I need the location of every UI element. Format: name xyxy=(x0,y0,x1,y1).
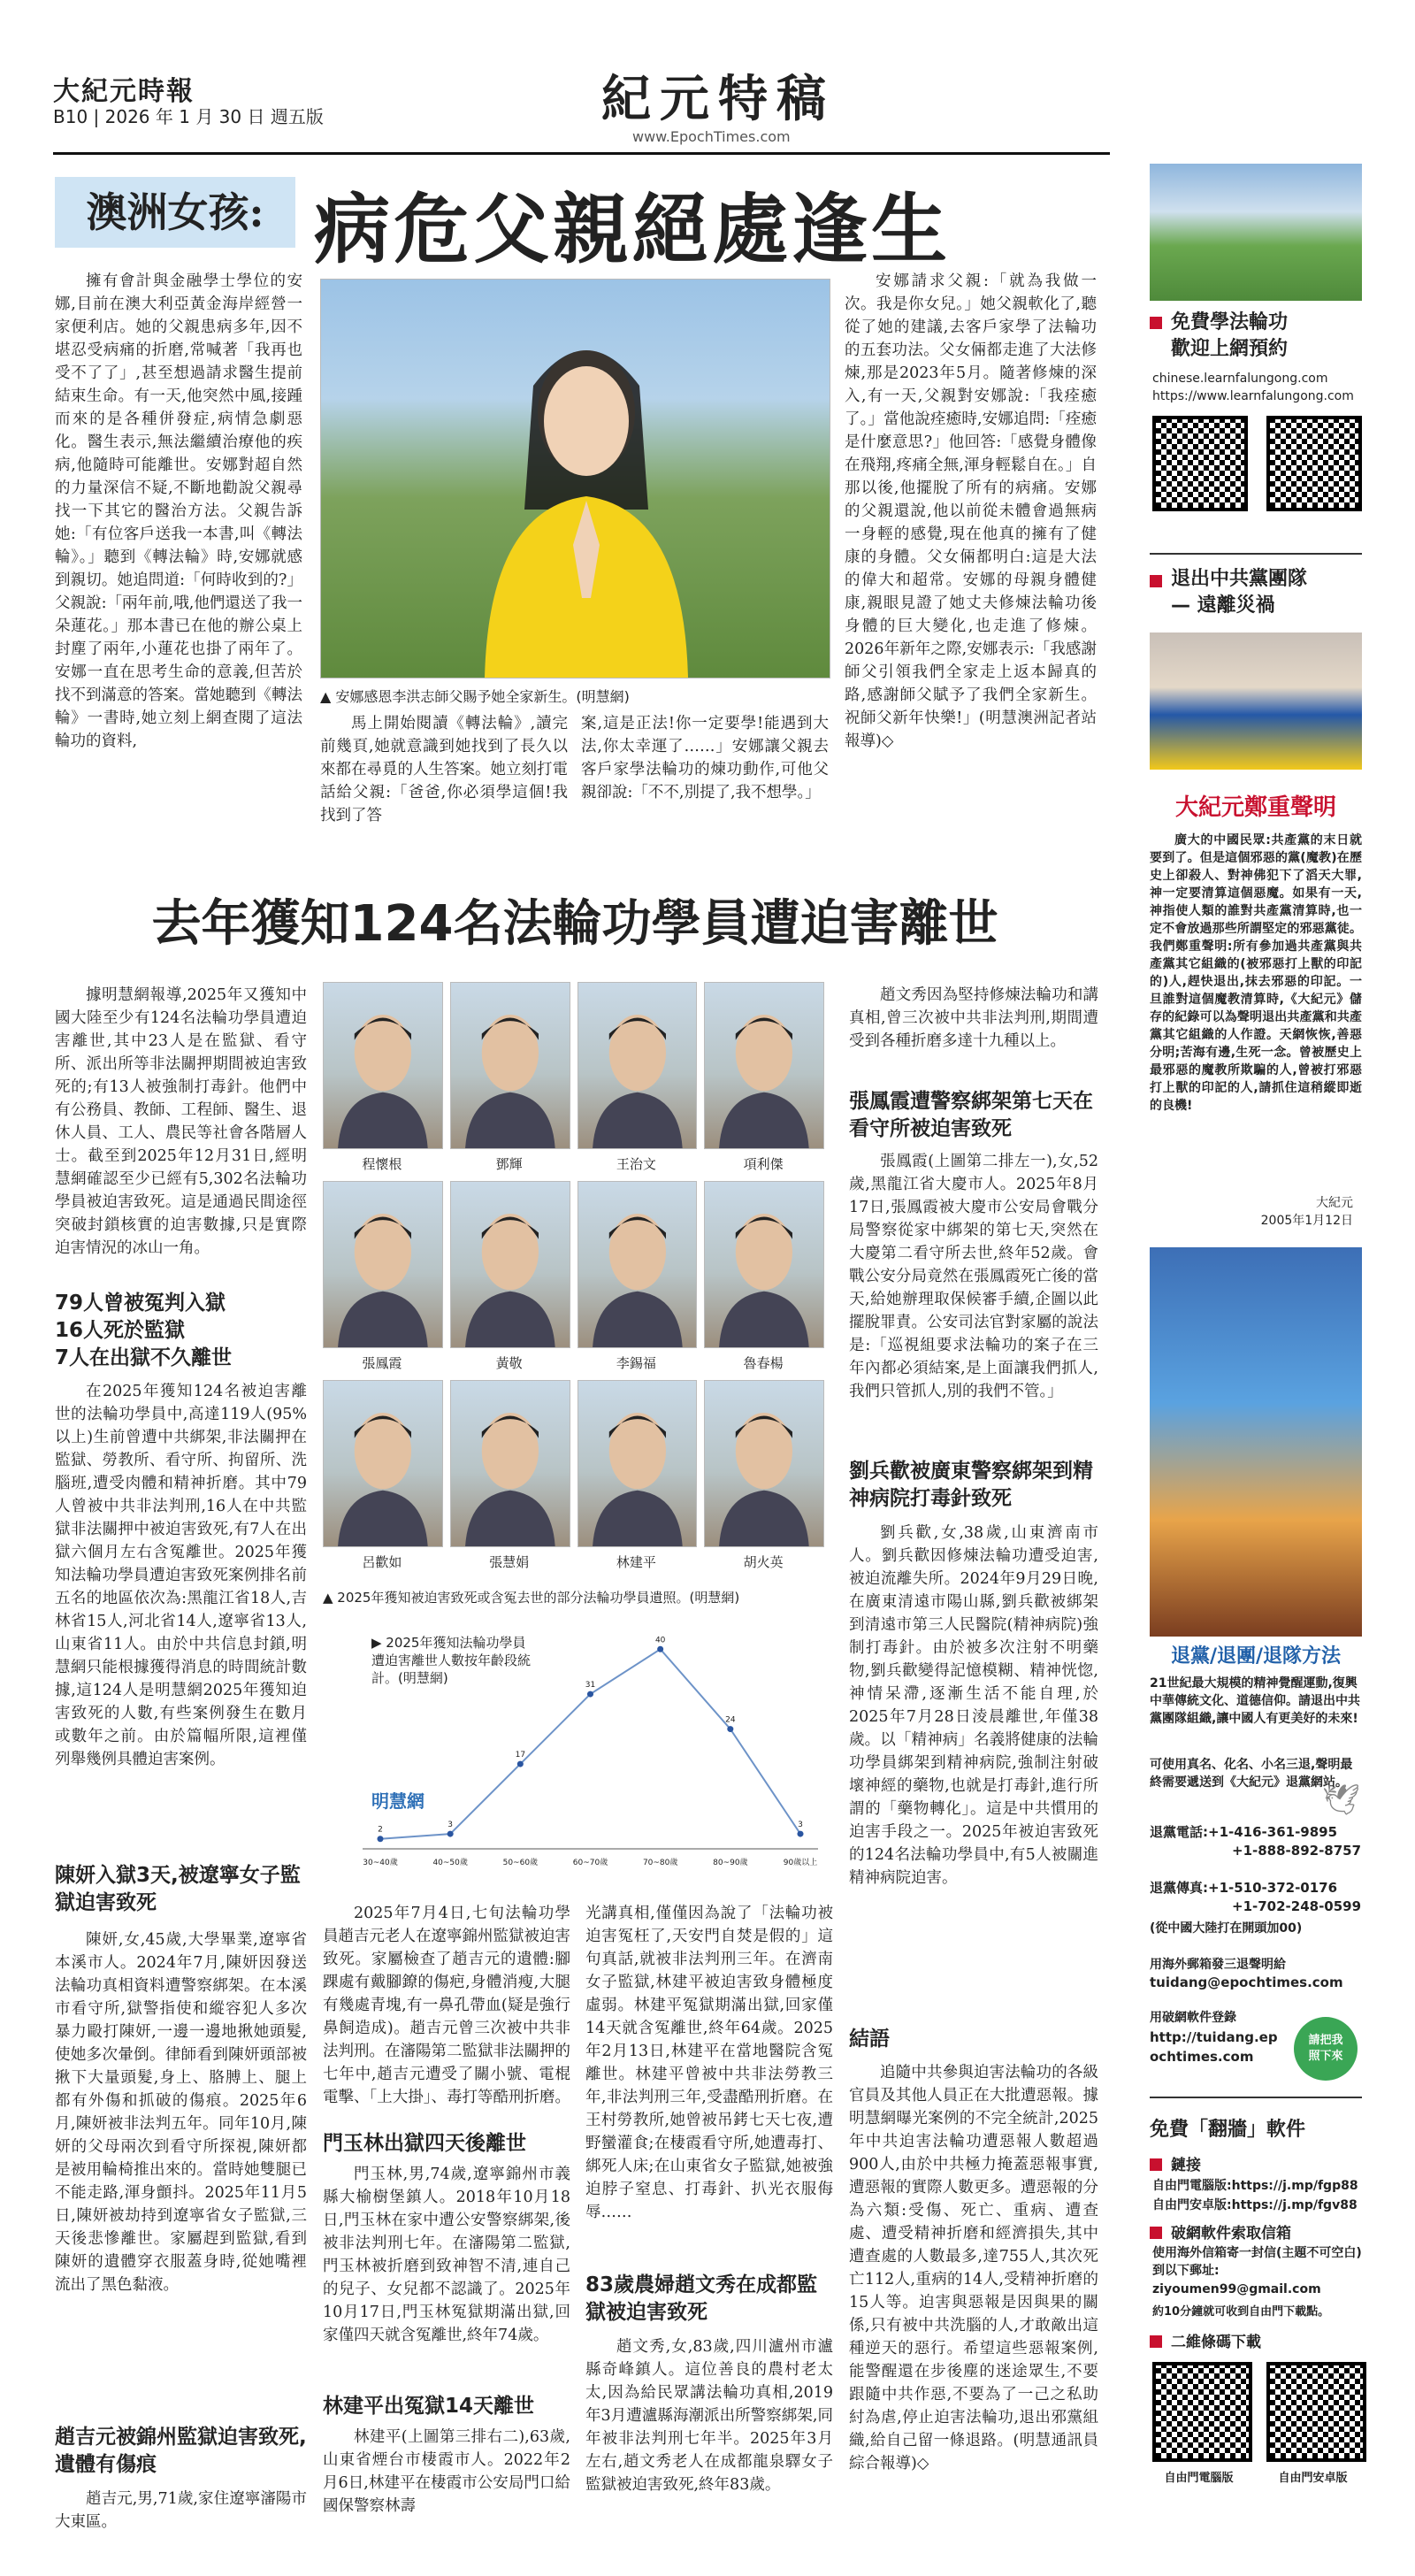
phone-line-1: 退黨電話:+1-416-361-9895 xyxy=(1150,1824,1338,1840)
bullet-icon xyxy=(1150,2335,1162,2348)
data-label: 2 xyxy=(378,1825,383,1835)
link-android[interactable]: 自由門安卓版:https://j.mp/fgv88 xyxy=(1152,2198,1358,2212)
data-point xyxy=(798,1831,804,1837)
sidebar-photo-parade xyxy=(1150,632,1362,770)
chart-watermark: 明慧網 xyxy=(371,1790,424,1812)
article2-body2: 陳妍,女,45歲,大學畢業,遼寧省本溪市人。2024年7月,陳妍因發送法輪功真相資料遭警察綁架。在本溪市看守所,獄警指使和縱容犯人多次暴力毆打陳妍,一邊一邊地揪她頭髮,使她多次暈倒。律師看到陳妍頭部被揪下大量頭髮,身上、胳膊上、腿上都有外傷和抓破的傷痕。2025年6月,陳妍被非法判五年。同年10月,陳妍的父母兩次到看守所探視,陳妍都是被用輪椅推出來的。當時她雙腿已不能走路,渾身顫抖。2025年11月5日,陳妍被劫持到遼寧省女子監獄,三天後悲慘離世。家屬趕到監獄,看到陳妍的遺體穿衣服蓋身時,從她嘴裡流出了黑色黏液。 xyxy=(55,1931,307,2294)
subhead-zhang-fengxia: 張鳳霞遭警察綁架第七天在看守所被迫害致死 xyxy=(849,1090,1093,1140)
victim-name: 李錫福 xyxy=(616,1355,656,1371)
x-tick-label: 90歲以上 xyxy=(783,1859,818,1867)
subhead-chen-yan: 陳妍入獄3天,被遼寧女子監獄迫害致死 xyxy=(55,1864,301,1914)
victim-photo xyxy=(323,1380,441,1570)
web-label: 用破網軟件登錄 xyxy=(1150,2011,1236,2025)
victim-photo xyxy=(323,982,441,1172)
portrait-image xyxy=(577,982,698,1149)
sidebar-link-2[interactable]: https://www.learnfalungong.com xyxy=(1152,389,1354,403)
article1-col4: 安娜請求父親:「就為我做一次。我是你女兒。」她父親軟化了,聽從了她的建議,去客戶家學了法輪功的五套功法。父女倆都走進了大法修煉,那是2023年5月。隨著修煉的深入,有一天,父親對安娜說:「我痊癒了。」當他說痊癒時,安娜追問:「痊癒是什麼意思?」他回答:「感覺身體像在飛翔,疼痛全無,渾身輕鬆自在。」自那以後,他擺脫了所有的病痛。安娜的父親還說,他以前從未體會過無病一身輕的感覺,現在他真的擁有了健康的身體。父女倆都明白:這是大法的偉大和超常。安娜的母親身體健康,親眼見證了她丈夫修煉法輪功後身體的巨大變化,也走進了修煉。2026年新年之際,安娜表示:「我感謝師父引領我們全家走上返本歸真的路,感謝師父賦予了我們全家新生。祝師父新年快樂!」(明慧澳洲記者站報導)◇ xyxy=(845,272,1097,750)
x-tick-label: 50~60歲 xyxy=(502,1859,539,1867)
article1-title: 病危父親絕處逢生 xyxy=(314,185,951,274)
victim-photo xyxy=(323,1181,441,1371)
article1-photo-caption: ▲ 安娜感恩李洪志師父賜予她全家新生。(明慧網) xyxy=(320,688,630,705)
article2-lead: 據明慧網報導,2025年又獲知中國大陸至少有124名法輪功學員遭迫害離世,其中23人是在監獄、看守所、派出所等非法關押期間被迫害致死的;有13人被強制打毒針。他們中有公務員、教師、工程師、醫生、退休人員、工人、農民等社會各階層人士。截至到2025年12月31日,經明慧網確認至少已經有5,302名法輪功學員被迫害致死。這是通過民間途徑突破封鎖核實的迫害數據,只是實際迫害情況的冰山一角。 xyxy=(55,986,307,1257)
victim-photo xyxy=(450,1181,569,1371)
portrait-image xyxy=(323,982,443,1149)
web-address[interactable]: http://tuidang.epochtimes.com xyxy=(1150,2029,1278,2065)
victim-photo xyxy=(450,1380,569,1570)
victim-name: 王治文 xyxy=(616,1156,656,1172)
victim-photo xyxy=(577,1181,696,1371)
age-chart xyxy=(323,1623,836,1889)
sidebar-box1-title: 免費學法輪功 歡迎上網預約 xyxy=(1171,311,1289,360)
victim-name: 張慧娟 xyxy=(489,1554,530,1570)
qr-label-pc: 自由門電腦版 xyxy=(1164,2472,1234,2485)
victim-name: 程懷根 xyxy=(362,1156,402,1172)
sidebar-box4-title: 退黨/退團/退隊方法 xyxy=(1170,1644,1342,1668)
portrait-image xyxy=(450,982,570,1149)
article2-colb-mid: 光講真相,僅僅因為說了「法輪功被迫害冤枉了,天安門自焚是假的」這句真話,就被非法判刑三年。在濟南女子監獄,林建平被迫害致身體極度虛弱。林建平冤獄期滿出獄,回家僅14天就含冤離世,終年64歲。2025年2月13日,林建平在當地醫院含冤離世。林建平曾被中共非法勞教三年,非法判刑三年,受盡酷刑折磨。在王村勞教所,她曾被吊銬七天七夜,遭野蠻灌食;在棲霞看守所,她遭毒打、綁死人床;在山東省女子監獄,她被強迫脖子窒息、打毒針、扒光衣服侮辱…… xyxy=(585,1905,833,2221)
article2-body9: 追隨中共參與迫害法輪功的各級官員及其他人員正在大批遭惡報。據明慧網曝光案例的不完全統計,2025年中共迫害法輪功遭惡報人數超過900人,由於中共極力掩蓋惡報事實,遭惡報的實際人數更多。遭惡報的分為六類:受傷、死亡、重病、遭查處、遭受精神折磨和經濟損失,其中遭查處的人數最多,達755人,其次死亡112人,重病的14人,受精神折磨的15人等。迫害與惡報是因與果的關係,只有被中共洗腦的人,才敢敵出這種逆天的惡行。希望這些惡報案例,能警醒還在步後塵的迷途眾生,不要跟隨中共作惡,不要為了一己之私助紂為虐,停止迫害法輪功,退出邪黨組織,給自己留一條退路。(明慧通訊員綜合報導)◇ xyxy=(849,2064,1098,2472)
subhead-conclusion: 結語 xyxy=(849,2028,890,2051)
article1-col1: 擁有會計與金融學士學位的安娜,目前在澳大利亞黃金海岸經營一家便利店。她的父親患病多年,因不堪忍受病痛的折磨,常喊著「我再也受不了了」,甚至想過請求醫生提前結束生命。有一天,他突然中風,接踵而來的是各種併發症,病情急劇惡化。醫生表示,無法繼續治療他的疾病,他隨時可能離世。安娜對超自然的力量深信不疑,不斷地勸說父親尋找一下其它的醫治方法。父親告訴她:「有位客戶送我一本書,叫《轉法輪》。」聽到《轉法輪》時,安娜就感到親切。她追問道:「何時收到的?」父親說:「兩年前,哦,他們還送了我一朵蓮花。」那本書已在他的辦公桌上封塵了兩年,小蓮花也掛了兩年了。安娜一直在思考生命的意義,但苦於找不到滿意的答案。當她聽到《轉法輪》一書時,她立刻上網查閱了這法輪功的資料, xyxy=(55,272,302,750)
mail-address[interactable]: tuidang@epochtimes.com xyxy=(1150,1974,1343,1990)
x-tick-label: 60~70歲 xyxy=(572,1859,608,1867)
bullet-icon xyxy=(1150,575,1162,587)
soft-title: 破網軟件索取信箱 xyxy=(1171,2225,1291,2242)
qr-code-icon xyxy=(1266,416,1362,511)
data-label: 3 xyxy=(798,1821,803,1830)
x-tick-label: 70~80歲 xyxy=(642,1859,678,1867)
bullet-icon xyxy=(1150,2158,1162,2171)
bullet-icon xyxy=(1150,317,1162,329)
fax-line-2: +1-702-248-0599 xyxy=(1232,1898,1362,1914)
section-title: 紀元特稿 xyxy=(601,70,835,128)
article1-kicker: 澳洲女孩: xyxy=(55,177,295,248)
data-point xyxy=(727,1726,733,1732)
soft-mail[interactable]: ziyoumen99@gmail.com xyxy=(1152,2282,1321,2296)
victim-name: 鄧輝 xyxy=(495,1156,523,1172)
article2-body7: 張鳳霞(上圖第二排左一),女,52歲,黑龍江省大慶市人。2025年8月17日,張鳳霞被大慶市公安局會戰分局警察從家中綁架的第七天,突然在大慶第二看守所去世,終年52歲。會戰公安分局竟然在張鳳霞死亡後的當天,給她辦理取保候審手續,企圖以此擺脫罪責。公安司法官對家屬的說法是:「巡視組要求法輪功的案子在三年內都必須結案,是上面讓我們抓人,我們只管抓人,別的我們不管。」 xyxy=(849,1153,1098,1400)
dove-icon: 🕊 xyxy=(1322,1782,1361,1818)
victim-photo xyxy=(704,1380,822,1570)
data-label: 31 xyxy=(585,1681,596,1690)
victims-caption: ▲ 2025年獲知被迫害致死或含冤去世的部分法輪功學員遺照。(明慧網) xyxy=(323,1590,740,1606)
portrait-image xyxy=(704,1181,824,1348)
qr-code-icon xyxy=(1266,2362,1366,2462)
data-point xyxy=(447,1831,454,1837)
portrait-image xyxy=(577,1181,698,1348)
article2-body8: 劉兵歡,女,38歲,山東濟南市人。劉兵歡因修煉法輪功遭受迫害,被迫流離失所。2024年9月29日晚,在廣東清遠市陽山縣,劉兵歡被綁架到清遠市第三人民醫院(精神病院)強制打毒針。由於被多次注射不明藥物,劉兵歡變得記憶模糊、精神恍惚,神情呆滯,逐漸生活不能自理,於2025年7月28日淩晨離世,年僅38歲。以「精神病」名義將健康的法輪功學員綁架到精神病院,強制注射破壞神經的藥物,也就是打毒針,進行所謂的「藥物轉化」。這是中共慣用的迫害手段之一。2025年被迫害致死的124名法輪功學員中,有5人被關進精神病院迫害。 xyxy=(849,1524,1098,1887)
portrait-image xyxy=(323,1380,443,1547)
sidebar-divider xyxy=(1150,553,1362,555)
x-tick-label: 40~50歲 xyxy=(432,1859,468,1867)
x-tick-label: 80~90歲 xyxy=(713,1859,748,1867)
fax-line-1: 退黨傳真:+1-510-372-0176 xyxy=(1150,1880,1338,1896)
data-point xyxy=(657,1646,663,1652)
subhead-lin-jianping: 林建平出冤獄14天離世 xyxy=(323,2395,535,2418)
newspaper-logo: 大紀元時報 xyxy=(53,76,195,107)
victim-name: 魯春楊 xyxy=(743,1355,784,1371)
header-rule xyxy=(53,152,1110,155)
sidebar-box3-text: 廣大的中國民眾:共產黨的末日就要到了。但是這個邪惡的黨(魔教)在歷史上卻殺人、對神佛犯下了滔天大罪,神一定要清算這個惡魔。如果有一天,神指使人類的誰對共產黨清算時,也一定不會放過那些所謂堅定的邪惡黨徒。我們鄭重聲明:所有參加過共產黨與共產黨其它組織的(被邪惡打上獸的印記的)人,趕快退出,抹去邪惡的印記。一旦誰對這個魔教清算時,《大紀元》儲存的紀錄可以為聲明退出共產黨和共產黨其它組織的人作證。天網恢恢,善惡分明;苦海有邊,生死一念。曾被歷史上最邪惡的魔教所欺騙的人,曾被打邪惡打上獸的印記的人,請抓住這稍縱即逝的良機! xyxy=(1150,833,1362,1113)
scan-me-badge: 請把我 照下來 xyxy=(1294,2017,1358,2081)
links-title: 鏈接 xyxy=(1171,2157,1201,2174)
article2-body6: 趙文秀,女,83歲,四川瀘州市瀘縣奇峰鎮人。這位善良的農村老太太,因為給民眾講法輪功真相,2019年3月遭瀘縣海潮派出所警察綁架,同年被非法判刑七年半。2025年3月左右,趙文秀老人在成都龍泉驛女子監獄被迫害致死,終年83歲。 xyxy=(585,2338,833,2494)
data-label: 17 xyxy=(515,1751,526,1760)
qr-code-icon xyxy=(1152,416,1248,511)
sidebar-link-1[interactable]: chinese.learnfalungong.com xyxy=(1152,372,1328,386)
victim-name: 項利傑 xyxy=(743,1156,784,1172)
article2-body1: 在2025年獲知124名被迫害離世的法輪功學員中,高達119人(95%以上)生前曾遭中共綁架,非法關押在監獄、勞教所、看守所、拘留所、洗腦班,遭受肉體和精神折磨。其中79人曾被中共非法判刑,16人在中共監獄非法關押中被迫害致死,有7人在出獄六個月左右含冤離世。2025年獲知法輪功學員遭迫害致死案例排名前五名的地區依次為:黑龍江省18人,吉林省15人,河北省14人,遼寧省13人,山東省11人。由於中共信息封鎖,明慧網只能根據獲得消息的時間統計數據,這124人是明慧網2025年獲知迫害致死的人數,有些案例發生在數月或數年之前。由於篇幅所限,這裡僅列舉幾例具體迫害案例。 xyxy=(55,1383,307,1768)
sidebar-box4-text2: 可使用真名、化名、小名三退,聲明最終需要遞送到《大紀元》退黨網站。 xyxy=(1150,1758,1353,1790)
qr-code-icon xyxy=(1152,2362,1252,2462)
data-point xyxy=(378,1836,384,1842)
sidebar-box4-text: 21世紀最大規模的精神覺醒運動,復興中華傳統文化、道德信仰。請退出中共黨團隊組織,讓中國人有更美好的未來! xyxy=(1150,1676,1360,1726)
subhead-men-yulin: 門玉林出獄四天後離世 xyxy=(323,2132,526,2155)
sidebar-photo-meditation xyxy=(1150,164,1362,301)
phone-note: (從中國大陸打在開頭加00) xyxy=(1150,1921,1303,1936)
victim-photo xyxy=(704,982,822,1172)
victim-photo xyxy=(577,982,696,1172)
sidebar-box3-sign: 大紀元 2005年1月12日 xyxy=(1260,1196,1353,1228)
victim-name: 呂歡如 xyxy=(362,1554,402,1570)
victim-photo xyxy=(704,1181,822,1371)
victim-photo xyxy=(577,1380,696,1570)
victim-name: 林建平 xyxy=(616,1554,656,1570)
sidebar-box2-title: 退出中共黨團隊 — 遠離災禍 xyxy=(1171,568,1308,617)
soft-text: 使用海外信箱寄一封信(主題不可空白)到以下郵址: xyxy=(1152,2246,1362,2278)
portrait-image xyxy=(704,982,824,1149)
soft-note: 約10分鐘就可收到自由門下載點。 xyxy=(1152,2305,1330,2319)
subhead-liu-binghuan: 劉兵歡被廣東警察綁架到精神病院打毒針致死 xyxy=(849,1460,1093,1510)
article2-colc: 趙文秀因為堅持修煉法輪功和講真相,曾三次被中共非法判刑,期間遭受到各種折磨多達十九種以上。 xyxy=(849,986,1098,1050)
victim-name: 黃敬 xyxy=(495,1355,523,1371)
victim-name: 張鳳霞 xyxy=(362,1355,402,1371)
data-label: 40 xyxy=(654,1636,666,1645)
sidebar-box3-title: 大紀元鄭重聲明 xyxy=(1174,794,1336,821)
qr-title: 二維條碼下載 xyxy=(1171,2334,1261,2351)
data-point xyxy=(517,1761,524,1767)
portrait-image xyxy=(577,1380,698,1547)
qr-label-android: 自由門安卓版 xyxy=(1278,2472,1348,2485)
x-tick-label: 30~40歲 xyxy=(363,1859,398,1867)
portrait-image xyxy=(450,1181,570,1348)
sidebar-illustration xyxy=(1150,1247,1362,1637)
phone-line-2: +1-888-892-8757 xyxy=(1232,1843,1362,1859)
victim-photo-grid xyxy=(323,982,831,1583)
link-pc[interactable]: 自由門電腦版:https://j.mp/fgp88 xyxy=(1152,2179,1358,2193)
mail-label: 用海外郵箱發三退聲明給 xyxy=(1150,1958,1286,1972)
subhead-79: 79人曾被冤判入獄 16人死於監獄 7人在出獄不久離世 xyxy=(55,1292,233,1369)
data-point xyxy=(587,1691,593,1698)
article2-body5: 林建平(上圖第三排右二),63歲,山東省煙台市棲霞市人。2022年2月6日,林建平在棲霞市公安局門口給國保警察林壽 xyxy=(323,2428,570,2515)
victim-name: 胡火英 xyxy=(743,1554,784,1570)
sidebar-box5-title: 免費「翻牆」軟件 xyxy=(1150,2119,1306,2141)
article2-body4: 門玉林,男,74歲,遼寧錦州市義縣大榆樹堡鎮人。2018年10月18日,門玉林在家中遭公安警察綁架,後被非法判刑七年。在瀋陽第二監獄,門玉林被折磨到致神智不清,連自己的兒子、女兒都不認識了。2025年10月17日,門玉林冤獄期滿出獄,回家僅四天就含冤離世,終年74歲。 xyxy=(323,2166,570,2344)
portrait-image xyxy=(450,1380,570,1547)
article2-title: 去年獲知124名法輪功學員遭迫害離世 xyxy=(151,895,998,953)
sidebar-divider xyxy=(1150,2097,1362,2098)
page-date: B10 | 2026 年 1 月 30 日 週五版 xyxy=(53,106,324,127)
chart-title: ▶ 2025年獲知法輪功學員遭迫害離世人數按年齡段統計。(明慧網) xyxy=(371,1635,532,1686)
woman-figure-illustration xyxy=(321,280,830,678)
data-label: 24 xyxy=(725,1715,736,1725)
bullet-icon xyxy=(1150,2227,1162,2239)
article1-col3: 案,這是正法!你一定要學!能遇到大法,你太幸運了……」安娜讓父親去客戶家學法輪功的煉功動作,可他父親卻說:「不不,別提了,我不想學。」 xyxy=(581,715,829,801)
portrait-image xyxy=(323,1181,443,1348)
subhead-zhao-wenxiu: 83歲農婦趙文秀在成都監獄被迫害致死 xyxy=(585,2273,818,2324)
victim-photo xyxy=(450,982,569,1172)
data-label: 3 xyxy=(447,1821,454,1830)
article1-photo xyxy=(320,279,830,678)
subhead-zhao-jiyuan: 趙吉元被錦州監獄迫害致死,遺體有傷痕 xyxy=(55,2426,307,2476)
portrait-image xyxy=(704,1380,824,1547)
article2-colb-left: 2025年7月4日,七旬法輪功學員趙吉元老人在遼寧錦州監獄被迫害致死。家屬檢查了趙吉元的遺體:腳踝處有戴腳鐐的傷疤,身體消瘦,大腿有幾處青塊,有一鼻孔帶血(疑是強行鼻飼造成)。趙吉元曾三次被中共非法判刑。在瀋陽第二監獄非法關押的七年中,趙吉元遭受了關小號、電棍電擊、「上大掛」、毒打等酷刑折磨。 xyxy=(323,1905,570,2106)
site-url[interactable]: www.EpochTimes.com xyxy=(632,128,791,145)
article1-col2: 馬上開始閱讀《轉法輪》,讀完前幾頁,她就意識到她找到了長久以來都在尋覓的人生答案。她立刻打電話給父親:「爸爸,你必須學這個!我找到了答 xyxy=(320,715,568,824)
article2-body3: 趙吉元,男,71歲,家住遼寧瀋陽市大東區。 xyxy=(55,2490,307,2531)
